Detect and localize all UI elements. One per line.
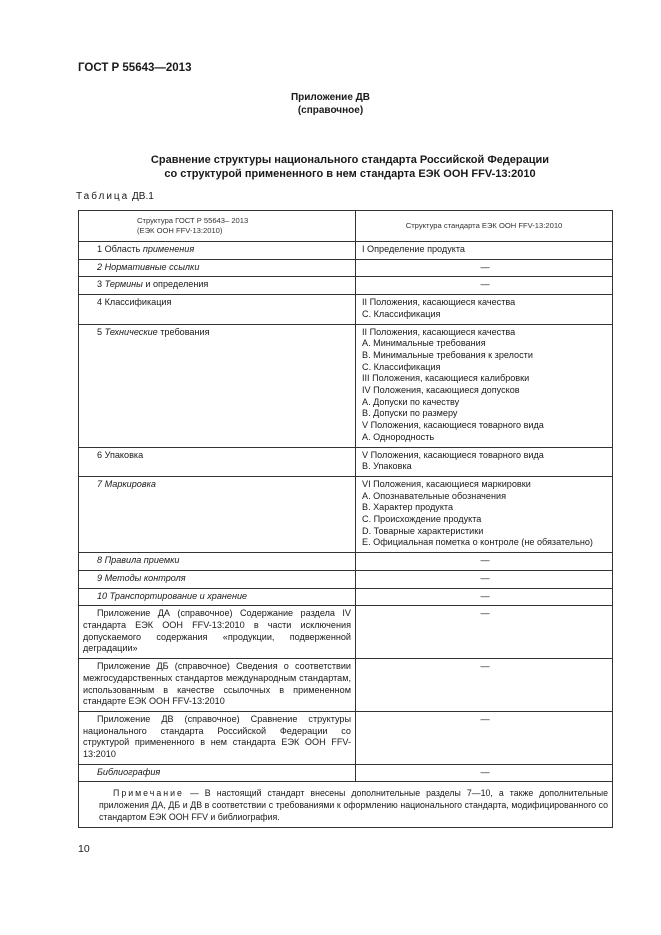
ece-structure-line: С. Классификация [362,308,441,319]
col1-header-line2: (ЕЭК ООН FFV-13:2010) [137,225,223,235]
section-text: 4 Классификация [97,297,172,308]
ece-structure-cell [356,277,613,295]
document-title [0,153,661,181]
table-row [79,588,613,606]
table-row [79,476,613,552]
ece-structure-line: А. Допуски по качеству [362,396,460,407]
table-body [79,242,613,782]
ece-structure-cell [356,324,613,447]
ece-structure-line: А. Минимальные требования [362,338,486,349]
ece-structure-line: В. Допуски по размеру [362,408,458,419]
title-line-2: со структурой примененного в нем стандарта ЕЭК ООН FFV-13:2010 [164,168,536,180]
ece-structure-line: — [480,590,490,601]
ece-structure-line: V Положения, касающиеся товарного вида [362,449,544,460]
gost-structure-cell [79,447,356,476]
gost-structure-cell [79,242,356,260]
table-row [79,259,613,277]
ece-structure-line: — [480,261,490,272]
ece-structure-line: — [480,279,490,290]
appendix-subtitle: (справочное) [297,105,364,116]
gost-structure-cell [79,553,356,571]
gost-structure-cell [79,324,356,447]
ece-structure-cell [356,553,613,571]
ece-structure-line: С. Классификация [362,361,441,372]
table-note-row [79,782,613,828]
section-text: Технические [104,326,158,337]
note-text: — В настоящий стандарт внесены дополнительные разделы 7—10, а также дополнительные приложения ДА, ДБ и ДВ в соответствии с требованиями к оформлению национального стандарта, модифицированного со стандартом ЕЭК ООН FFV и библиография. [99,788,608,823]
table-row [79,659,613,712]
ece-structure-line: I Определение продукта [362,244,465,254]
section-text: требования [157,326,210,337]
section-text: 8 Правила приемки [97,555,180,566]
gost-structure-cell [79,659,356,712]
page-number: 10 [78,843,90,855]
section-text: 9 Методы контроля [97,572,186,583]
section-text: 2 Нормативные ссылки [97,261,200,272]
section-text: 7 Маркировка [97,478,156,489]
ece-structure-cell [356,295,613,324]
ece-structure-line: С. Происхождение продукта [362,514,482,525]
appendix-entry: Приложение ДВ (справочное) Сравнение структуры национального стандарта Российской Федерации со структурой примененного в нем стандарта ЕЭК ООН FFV-13:2010 [83,713,351,760]
section-text: 6 Упаковка [97,449,144,460]
ece-structure-line: — [480,766,490,777]
gost-structure-cell [79,711,356,764]
table-caption [76,191,154,202]
table-row [79,277,613,295]
table-row [79,242,613,260]
standard-designation: ГОСТ Р 55643—2013 [78,62,192,74]
ece-structure-cell [356,570,613,588]
structure-comparison-table [78,210,613,828]
ece-structure-line: D. Товарные характеристики [362,525,484,536]
note-label: Примечание [113,788,184,799]
table-header-row [79,211,613,242]
ece-structure-line: IV Положения, касающиеся допусков [362,385,520,396]
gost-structure-cell [79,570,356,588]
table-row [79,711,613,764]
ece-structure-line: — [480,661,490,672]
section-text: применения [142,244,195,254]
gost-structure-cell [79,295,356,324]
ece-structure-cell [356,476,613,552]
appendix-title: Приложение ДВ [290,92,371,103]
ece-structure-line: А. Опознавательные обозначения [362,490,507,501]
gost-structure-cell [79,588,356,606]
ece-structure-line: — [480,608,490,619]
ece-structure-line: В. Характер продукта [362,502,454,513]
ece-structure-line: II Положения, касающиеся качества [362,326,516,337]
section-text: и определения [142,279,209,290]
section-text: 5 [97,326,105,337]
table-row [79,324,613,447]
table-caption-number: ДВ.1 [132,191,154,202]
table-note [79,782,613,828]
ece-structure-cell [356,259,613,277]
section-text: Библиография [97,766,161,777]
title-line-1: Сравнение структуры национального стандарта Российской Федерации [150,154,550,166]
ece-structure-cell [356,659,613,712]
gost-structure-cell [79,764,356,782]
gost-structure-cell [79,259,356,277]
ece-structure-cell [356,606,613,659]
table-caption-label: Таблица [76,191,130,202]
ece-structure-cell [356,711,613,764]
ece-structure-cell [356,764,613,782]
ece-structure-line: III Положения, касающиеся калибровки [362,373,530,384]
section-text: 3 [97,279,105,290]
ece-structure-line: V Положения, касающиеся товарного вида [362,420,544,431]
appendix-entry: Приложение ДБ (справочное) Сведения о соответствии межгосударственных стандартов международным стандартам, использованным в качестве ссылочных в примененном стандарте ЕЭК ООН FFV-13:2010 [83,661,351,707]
ece-structure-line: А. Однородность [362,431,435,442]
gost-structure-cell [79,606,356,659]
table-row [79,606,613,659]
ece-structure-line: II Положения, касающиеся качества [362,297,516,308]
ece-structure-line: — [480,713,490,724]
ece-structure-cell [356,588,613,606]
gost-structure-cell [79,476,356,552]
col2-header: Структура стандарта ЕЭК ООН FFV-13:2010 [356,211,613,242]
ece-structure-line: В. Минимальные требования к зрелости [362,349,533,360]
gost-structure-cell [79,277,356,295]
appendix-heading [0,91,661,117]
col1-header [79,211,356,242]
section-text: 10 Транспортирование и хранение [97,590,248,601]
ece-structure-line: — [480,572,490,583]
table-row [79,447,613,476]
table-row [79,295,613,324]
table-row [79,764,613,782]
section-text: 1 Область [97,244,143,254]
col1-header-line1: Структура ГОСТ Р 55643– 2013 [137,215,249,225]
ece-structure-line: Е. Официальная пометка о контроле (не обязательно) [362,537,593,548]
ece-structure-cell [356,242,613,260]
appendix-entry: Приложение ДА (справочное) Содержание раздела IV стандарта ЕЭК ООН FFV-13:2010 в части исключения допускаемого содержания «продукции, подверженной деградации» [83,608,351,654]
ece-structure-line: — [480,555,490,566]
ece-structure-line: VI Положения, касающиеся маркировки [362,478,531,489]
ece-structure-line: В. Упаковка [362,461,412,472]
table-row [79,570,613,588]
table-row [79,553,613,571]
section-text: Термины [104,279,143,290]
ece-structure-cell [356,447,613,476]
